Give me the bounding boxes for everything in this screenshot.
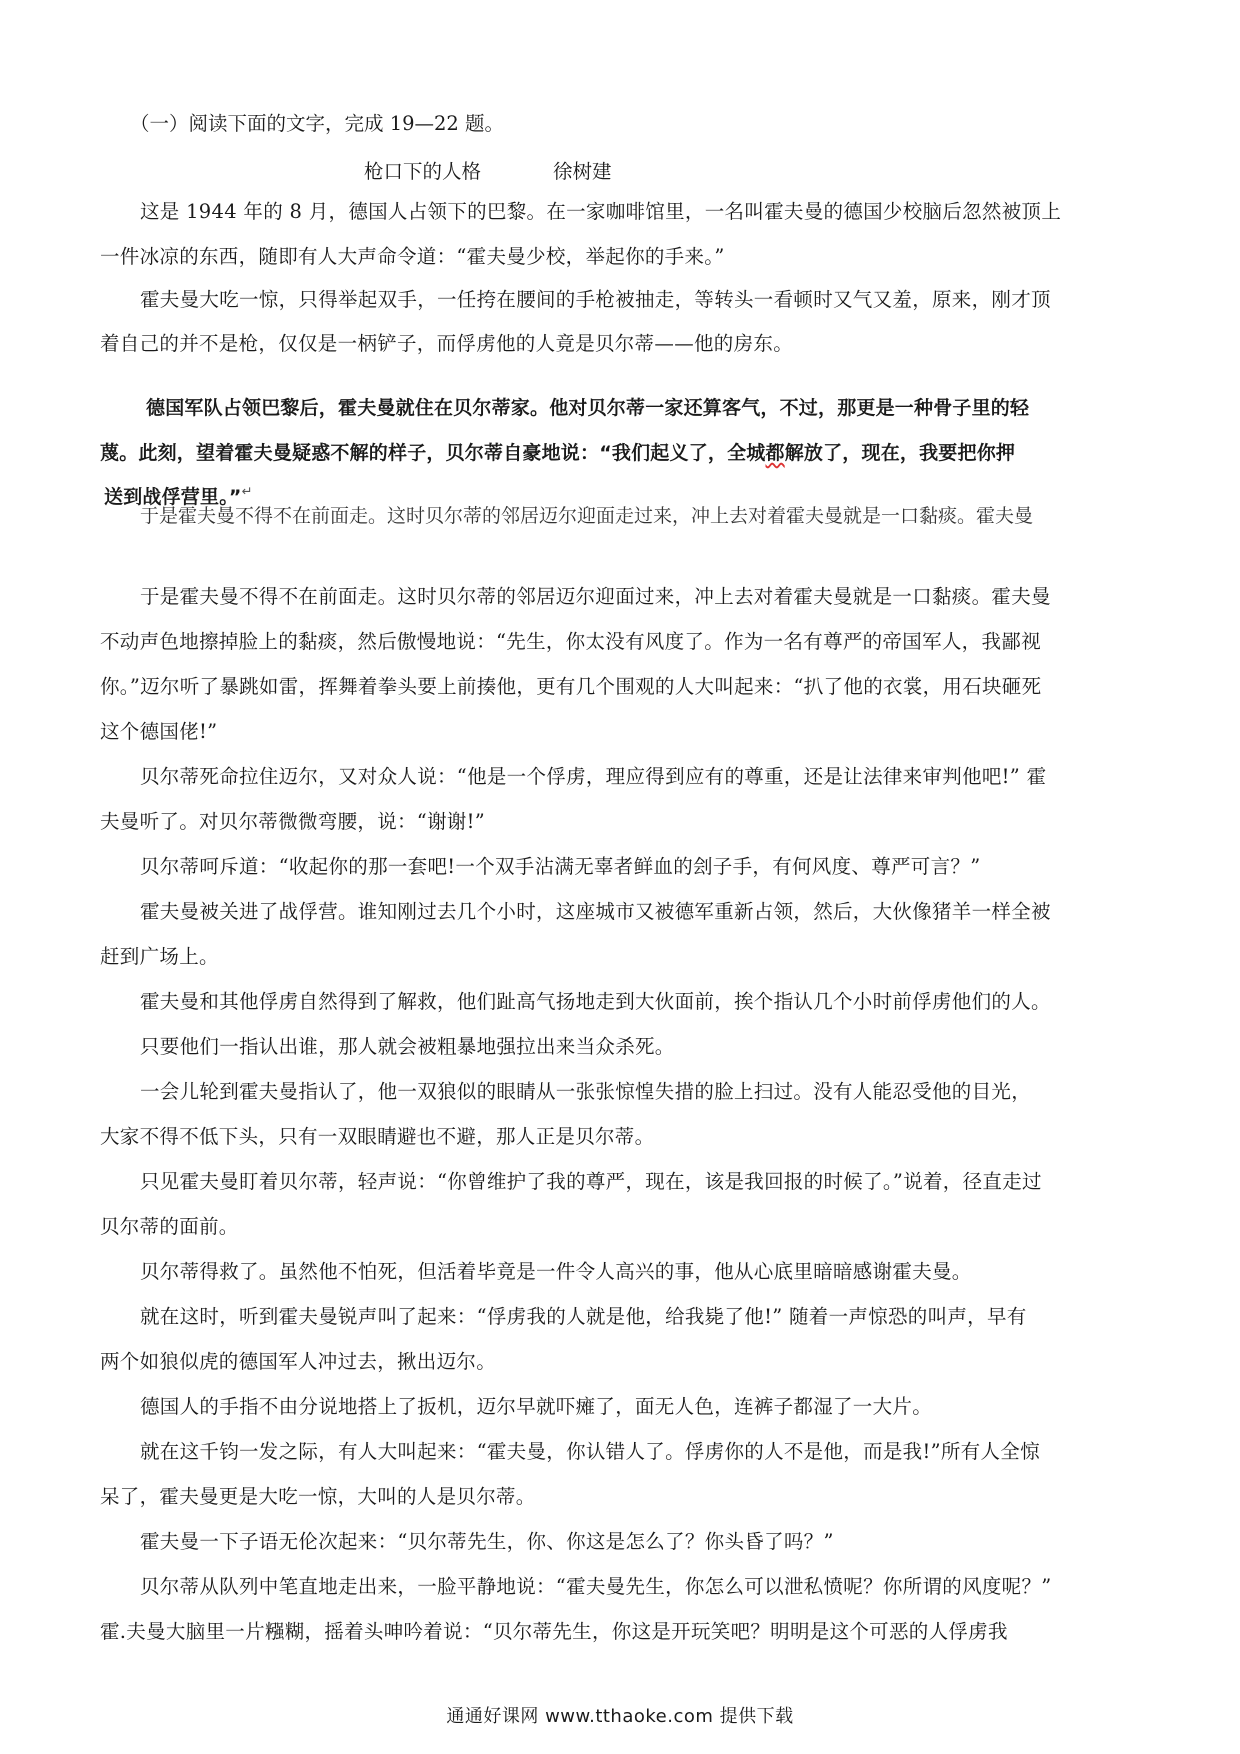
body-line-23: 贝尔蒂从队列中笔直地走出来，一脸平静地说：“霍夫曼先生，你怎么可以泄私愤呢？你所谓的风度呢？” (140, 1575, 1052, 1598)
body-line-3: 你。”迈尔听了暴跳如雷，挥舞着拳头要上前揍他，更有几个围观的人大叫起来：“扒了他的衣裳，用石块砸死 (100, 675, 1042, 698)
paragraph-line-2: 一件冰凉的东西，随即有人大声命令道：“霍夫曼少校，举起你的手来。” (100, 245, 725, 268)
body-line-17: 就在这时，听到霍夫曼锐声叫了起来：“俘虏我的人就是他，给我毙了他!” 随着一声惊恐的叫声，早有 (140, 1305, 1027, 1328)
body-line-13: 大家不得不低下头，只有一双眼睛避也不避，那人正是贝尔蒂。 (100, 1125, 655, 1148)
bold-paragraph-line-1: 德国军队占领巴黎后，霍夫曼就住在贝尔蒂家。他对贝尔蒂一家还算客气，不过，那更是一种骨子里的轻 (146, 397, 1030, 419)
spellcheck-underlined-word: 都 (765, 442, 785, 464)
body-line-21: 呆了，霍夫曼更是大吃一惊，大叫的人是贝尔蒂。 (100, 1485, 536, 1508)
bold-paragraph-line-2 (100, 438, 1015, 465)
body-line-2: 不动声色地擦掉脸上的黏痰，然后傲慢地说：“先生，你太没有风度了。作为一名有尊严的帝国军人，我鄙视 (100, 630, 1041, 653)
body-line-8: 霍夫曼被关进了战俘营。谁知刚过去几个小时，这座城市又被德军重新占领，然后，大伙像猪羊一样全被 (140, 900, 1051, 923)
body-line-4: 这个德国佬!” (100, 720, 218, 743)
body-line-1: 于是霍夫曼不得不在前面走。这时贝尔蒂的邻居迈尔迎面过来，冲上去对着霍夫曼就是一口黏痰。霍夫曼 (140, 585, 1051, 608)
body-line-6: 夫曼听了。对贝尔蒂微微弯腰，说：“谢谢!” (100, 810, 486, 833)
body-line-15: 贝尔蒂的面前。 (100, 1215, 239, 1238)
article-author: 徐树建 (553, 160, 612, 183)
body-line-14: 只见霍夫曼盯着贝尔蒂，轻声说：“你曾维护了我的尊严，现在，该是我回报的时候了。”说着，径直走过 (140, 1170, 1042, 1193)
body-line-12: 一会儿轮到霍夫曼指认了，他一双狼似的眼睛从一张张惊惶失措的脸上扫过。没有人能忍受他的目光， (140, 1080, 1032, 1103)
body-line-24: 霍.夫曼大脑里一片糨糊，摇着头呻吟着说：“贝尔蒂先生，你这是开玩笑吧？明明是这个可恶的人俘虏我 (100, 1620, 1008, 1643)
body-line-22: 霍夫曼一下子语无伦次起来：“贝尔蒂先生，你、你这是怎么了？你头昏了吗？” (140, 1530, 834, 1553)
bold-line2-part-b: 解放了，现在，我要把你押 (784, 442, 1016, 464)
bold-line2-part-a: 蔑。此刻，望着霍夫曼疑惑不解的样子，贝尔蒂自豪地说：“我们起义了，全城 (100, 442, 766, 464)
truncated-line (140, 505, 1120, 527)
paragraph-mark-icon: ↵ (241, 484, 253, 500)
page-footer: 通通好课网 www.tthaoke.com 提供下载 (446, 1706, 794, 1727)
body-line-20: 就在这千钧一发之际，有人大叫起来：“霍夫曼，你认错人了。俘虏你的人不是他，而是我!”所有人全惊 (140, 1440, 1040, 1463)
paragraph-line-1: 这是 1944 年的 8 月，德国人占领下的巴黎。在一家咖啡馆里，一名叫霍夫曼的德国少校脑后忽然被顶上 (140, 200, 1062, 223)
body-line-10: 霍夫曼和其他俘虏自然得到了解救，他们趾高气扬地走到大伙面前，挨个指认几个小时前俘虏他们的人。 (140, 990, 1051, 1013)
body-line-7: 贝尔蒂呵斥道：“收起你的那一套吧!一个双手沾满无辜者鲜血的刽子手，有何风度、尊严可言？” (140, 855, 981, 878)
body-line-18: 两个如狼似虎的德国军人冲过去，揪出迈尔。 (100, 1350, 497, 1373)
body-line-9: 赶到广场上。 (100, 945, 219, 968)
question-instruction: （一）阅读下面的文字，完成 19—22 题。 (130, 112, 505, 135)
article-title: 枪口下的人格 (364, 160, 482, 183)
body-line-19: 德国人的手指不由分说地搭上了扳机，迈尔早就吓瘫了，面无人色，连裤子都湿了一大片。 (140, 1395, 933, 1418)
body-line-5: 贝尔蒂死命拉住迈尔，又对众人说：“他是一个俘虏，理应得到应有的尊重，还是让法律来审判他吧!” 霍 (140, 765, 1047, 788)
bold-line3-text: 送到战俘营里。” (104, 486, 242, 508)
paragraph-line-4: 着自己的并不是枪，仅仅是一柄铲子，而俘虏他的人竟是贝尔蒂——他的房东。 (100, 332, 794, 355)
paragraph-line-3: 霍夫曼大吃一惊，只得举起双手，一任挎在腰间的手枪被抽走，等转头一看顿时又气又羞，原来，刚才顶 (140, 288, 1051, 311)
body-line-16: 贝尔蒂得救了。虽然他不怕死，但活着毕竟是一件令人高兴的事，他从心底里暗暗感谢霍夫曼。 (140, 1260, 972, 1283)
truncated-line-text: 于是霍夫曼不得不在前面走。这时贝尔蒂的邻居迈尔迎面走过来，冲上去对着霍夫曼就是一口黏痰。霍夫曼 (140, 505, 1034, 527)
body-line-11: 只要他们一指认出谁，那人就会被粗暴地强拉出来当众杀死。 (140, 1035, 675, 1058)
